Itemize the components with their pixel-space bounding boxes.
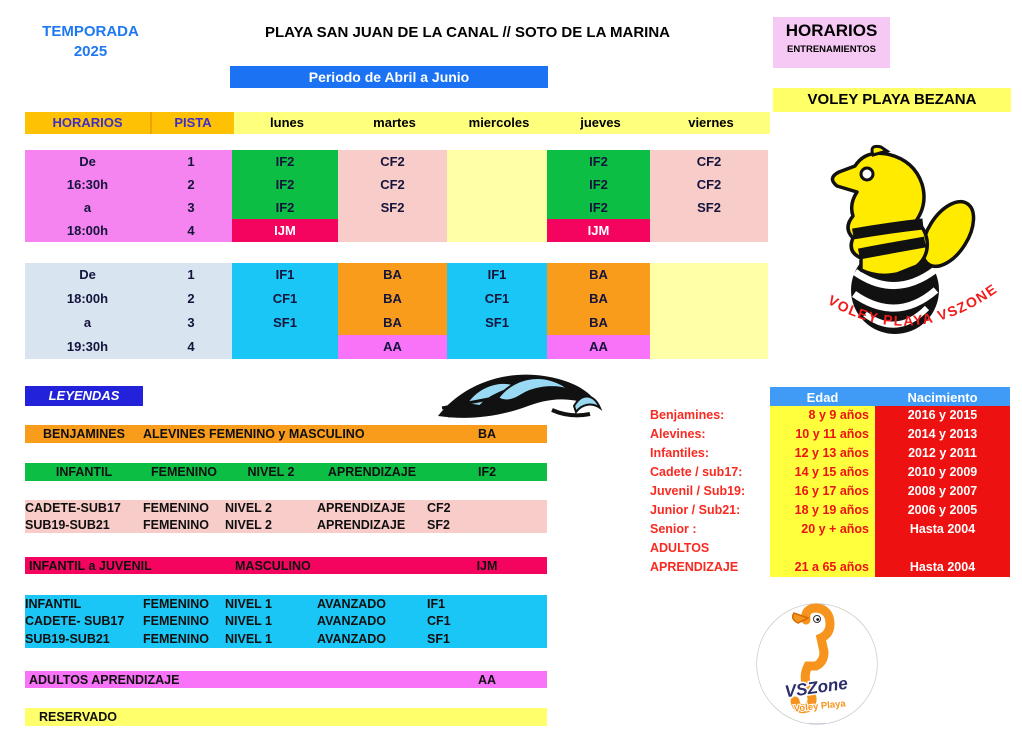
age-row-edad: 14 y 15 años	[770, 463, 875, 482]
time-cell: 16:30h	[66, 177, 109, 192]
legend-cell: ALEVINES FEMENINO y MASCULINO	[143, 427, 365, 441]
ball-logo-text: VSZone	[783, 673, 849, 702]
age-row-edad: 12 y 13 años	[770, 444, 875, 463]
day-header-lunes: lunes	[234, 112, 340, 134]
temporada-label	[18, 22, 163, 62]
vszone-ball-logo-icon	[746, 594, 888, 736]
leyendas-title: LEYENDAS	[25, 386, 143, 406]
schedule-cell: CF2	[380, 154, 405, 169]
box-subtitle: ENTRENAMIENTOS	[786, 44, 877, 55]
nacimiento-header: Nacimiento	[875, 387, 1010, 408]
legend-cell: AVANZADO	[317, 596, 386, 611]
schedule-cell: BA	[338, 287, 447, 311]
time-cell: a	[83, 200, 92, 215]
legend-code: BA	[477, 427, 497, 441]
wave-icon	[436, 364, 604, 428]
schedule-cell: SF2	[697, 200, 721, 215]
legend-cell: SUB19-SUB21	[25, 517, 110, 532]
legend-cell: NIVEL 2	[225, 517, 273, 532]
age-row-nacimiento: 2014 y 2013	[875, 425, 1010, 444]
day-header-jueves: jueves	[549, 112, 652, 134]
edad-header: Edad	[770, 387, 875, 408]
age-row-nacimiento: 2016 y 2015	[875, 406, 1010, 425]
age-row-label: Junior / Sub21:	[650, 503, 741, 517]
legend-cell: FEMENINO	[143, 596, 209, 611]
temporada-line: TEMPORADA	[42, 23, 139, 40]
time-column	[25, 263, 150, 359]
schedule-cell	[650, 263, 768, 287]
schedule-cell: BA	[547, 263, 650, 287]
schedule-header-row	[25, 112, 770, 134]
legend-rows-cf2-sf2	[25, 500, 547, 533]
schedule-cell: IF2	[547, 196, 650, 219]
age-row-edad: 21 a 65 años	[770, 558, 875, 577]
age-row-nacimiento: Hasta 2004	[875, 520, 1010, 539]
legend-cell: FEMENINO	[151, 465, 217, 479]
horarios-column-header: HORARIOS	[25, 112, 150, 134]
legend-code: AA	[477, 672, 497, 687]
legend-row-sf2	[25, 517, 547, 534]
age-row-nacimiento: 2006 y 2005	[875, 501, 1010, 520]
legend-row-ijm	[25, 557, 547, 574]
period-banner: Periodo de Abril a Junio	[230, 66, 548, 88]
time-column	[25, 150, 150, 242]
age-row-edad	[770, 539, 875, 558]
pista-cell: 2	[187, 177, 195, 192]
day-header-martes: martes	[340, 112, 449, 134]
ball-logo-subtext: Voley Playa	[793, 698, 847, 715]
schedule-block-1630-1800	[25, 150, 768, 242]
legend-row-cf2	[25, 500, 547, 517]
temporada-year: 2025	[73, 43, 108, 60]
schedule-cell: BA	[338, 263, 447, 287]
schedule-cell: SF1	[485, 315, 509, 330]
legend-row-if2	[25, 463, 547, 481]
age-row-nacimiento: Hasta 2004	[875, 558, 1010, 577]
legend-cell: NIVEL 2	[247, 465, 295, 479]
schedule-cell	[447, 219, 547, 242]
time-cell: 18:00h	[66, 291, 109, 306]
schedule-cell	[232, 335, 338, 359]
legend-cell: FEMENINO	[143, 501, 209, 516]
legend-code: IJM	[476, 558, 498, 573]
legend-cell: FEMENINO	[143, 517, 209, 532]
age-row-label: Juvenil / Sub19:	[650, 484, 746, 498]
age-row-nacimiento: 2012 y 2011	[875, 444, 1010, 463]
legend-cell: NIVEL 1	[225, 614, 273, 629]
legend-code: CF2	[427, 501, 451, 516]
age-row-edad: 10 y 11 años	[770, 425, 875, 444]
schedule-cell	[447, 335, 547, 359]
pista-cell: 2	[187, 291, 195, 306]
time-cell: De	[79, 267, 96, 282]
martes-column	[338, 263, 447, 359]
legend-cell: CADETE-SUB17	[25, 501, 121, 516]
miercoles-column	[447, 150, 547, 242]
age-row-edad: 18 y 19 años	[770, 501, 875, 520]
schedule-cell: CF1	[272, 291, 298, 306]
age-row-nacimiento: 2010 y 2009	[875, 463, 1010, 482]
legend-cell: INFANTIL	[25, 596, 82, 611]
age-row-nacimiento	[875, 539, 1010, 558]
schedule-cell: BA	[547, 311, 650, 335]
pista-cell: 3	[187, 200, 195, 215]
logo-arc-text: VOLEY PLAYA VSZONE	[825, 280, 1001, 329]
lunes-column	[232, 150, 338, 242]
time-cell: 18:00h	[66, 223, 109, 238]
schedule-cell	[447, 150, 547, 173]
box-title: HORARIOS	[785, 21, 878, 40]
legend-code: IF2	[477, 465, 497, 479]
legend-cell: CADETE- SUB17	[25, 614, 125, 629]
club-banner: VOLEY PLAYA BEZANA	[773, 88, 1011, 112]
schedule-cell	[650, 311, 768, 335]
pista-cell: 1	[187, 267, 195, 282]
horarios-entrenamientos-box	[773, 17, 890, 68]
legend-row-aa	[25, 671, 547, 688]
legend-cell: BENJAMINES	[43, 427, 125, 441]
schedule-cell: IF1	[487, 267, 507, 282]
legend-cell: NIVEL 1	[225, 596, 273, 611]
schedule-cell: CF1	[484, 291, 510, 306]
legend-row-if1	[25, 595, 547, 613]
age-row-label: ADULTOS	[650, 541, 710, 555]
time-cell: 19:30h	[66, 339, 109, 354]
schedule-cell: IF2	[232, 173, 338, 196]
legend-cell: MASCULINO	[235, 558, 311, 573]
legend-cell: FEMENINO	[143, 614, 209, 629]
legend-cell: APRENDIZAJE	[327, 465, 417, 479]
time-cell: De	[79, 154, 96, 169]
time-cell: a	[83, 315, 92, 330]
legend-cell: SUB19-SUB21	[25, 632, 110, 647]
legend-cell: NIVEL 1	[225, 632, 273, 647]
legend-cell: APRENDIZAJE	[317, 501, 406, 516]
legend-cell: APRENDIZAJE	[317, 517, 406, 532]
age-row-label: Alevines:	[650, 427, 706, 441]
schedule-block-1800-1930	[25, 263, 768, 359]
age-row-nacimiento: 2008 y 2007	[875, 482, 1010, 501]
age-row-edad: 8 y 9 años	[770, 406, 875, 425]
schedule-cell: SF2	[380, 200, 405, 215]
legend-cell: AVANZADO	[317, 632, 386, 647]
legend-cell: INFANTIL a JUVENIL	[29, 558, 152, 573]
martes-column	[338, 150, 447, 242]
age-row-label: Cadete / sub17:	[650, 465, 743, 479]
legend-row-cf1	[25, 613, 547, 631]
jueves-column	[547, 263, 650, 359]
schedule-cell: IJM	[232, 219, 338, 242]
pista-column-header: PISTA	[150, 112, 234, 134]
day-header-viernes: viernes	[652, 112, 770, 134]
page-title: PLAYA SAN JUAN DE LA CANAL // SOTO DE LA MARINA	[264, 24, 671, 41]
legend-cell: AVANZADO	[317, 614, 386, 629]
schedule-cell	[650, 287, 768, 311]
pista-cell: 1	[187, 154, 195, 169]
schedule-cell: BA	[338, 311, 447, 335]
pista-cell: 4	[187, 339, 195, 354]
legend-rows-if1-cf1-sf1	[25, 595, 547, 648]
legend-cell: ADULTOS APRENDIZAJE	[29, 672, 180, 687]
age-row-label: Infantiles:	[650, 446, 710, 460]
age-row-label: Senior :	[650, 522, 697, 536]
pista-column	[150, 263, 232, 359]
viernes-column	[650, 263, 768, 359]
schedule-cell	[650, 219, 768, 242]
schedule-cell: AA	[338, 335, 447, 359]
pista-column	[150, 150, 232, 242]
legend-row-sf1	[25, 630, 547, 648]
legend-cell: NIVEL 2	[225, 501, 273, 516]
jueves-column	[547, 150, 650, 242]
schedule-cell: IF2	[232, 196, 338, 219]
schedule-cell: IF1	[275, 267, 295, 282]
schedule-cell: SF1	[273, 315, 297, 330]
age-row-edad: 16 y 17 años	[770, 482, 875, 501]
miercoles-column	[447, 263, 547, 359]
legend-cell: FEMENINO	[143, 632, 209, 647]
viernes-column	[650, 150, 768, 242]
day-header-miercoles: miercoles	[449, 112, 549, 134]
schedule-cell: IF2	[232, 150, 338, 173]
schedule-cell: CF2	[380, 177, 405, 192]
legend-code: CF1	[427, 614, 451, 629]
schedule-cell: BA	[547, 287, 650, 311]
ages-table	[650, 387, 1010, 577]
legend-code: SF2	[427, 517, 450, 532]
ages-header-spacer	[650, 387, 770, 408]
pista-cell: 4	[187, 223, 195, 238]
age-row-label: APRENDIZAJE	[650, 560, 739, 574]
legend-code: IF1	[427, 596, 446, 611]
schedule-cell	[338, 219, 447, 242]
pista-cell: 3	[187, 315, 195, 330]
seahorse-volleyball-logo-icon	[815, 142, 1010, 360]
legend-row-reservado: RESERVADO	[25, 708, 547, 726]
schedule-cell: CF2	[696, 177, 722, 192]
lunes-column	[232, 263, 338, 359]
age-row-label: Benjamines:	[650, 408, 725, 422]
schedule-cell: IJM	[547, 219, 650, 242]
legend-cell: INFANTIL	[55, 465, 113, 479]
schedule-cell: AA	[547, 335, 650, 359]
schedule-cell: CF2	[696, 154, 722, 169]
schedule-cell: IF2	[547, 173, 650, 196]
age-row-edad: 20 y + años	[770, 520, 875, 539]
schedule-cell	[447, 196, 547, 219]
schedule-cell: IF2	[547, 150, 650, 173]
schedule-cell	[650, 335, 768, 359]
schedule-cell	[447, 173, 547, 196]
legend-code: SF1	[427, 632, 450, 647]
